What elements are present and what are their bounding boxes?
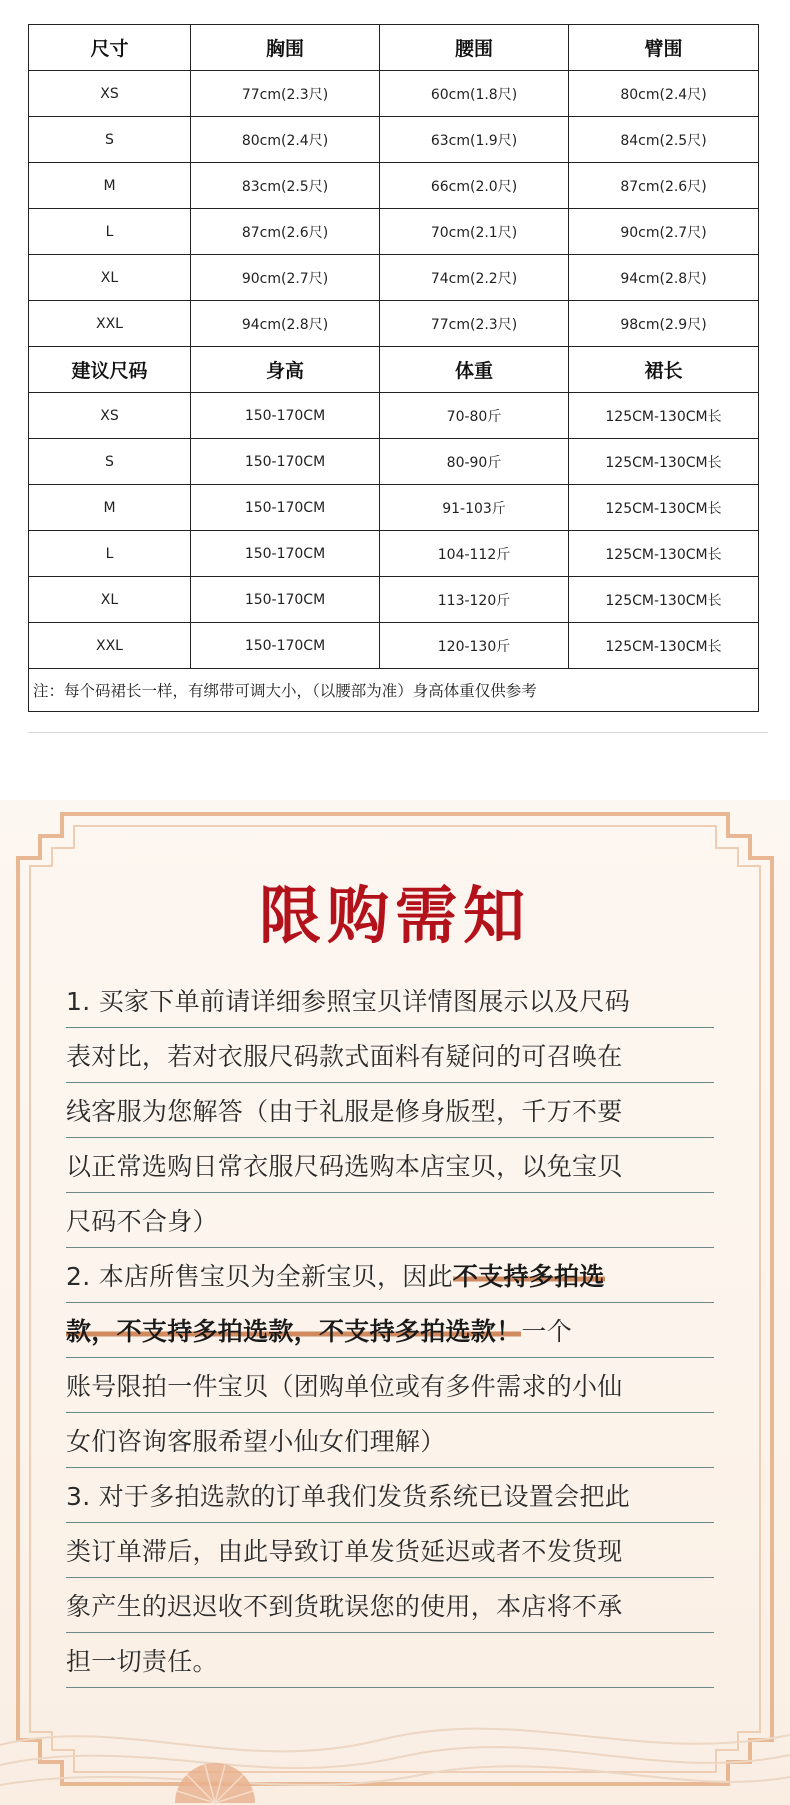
table-cell: 77cm(2.3尺) <box>380 301 569 347</box>
notice-line <box>66 1138 714 1193</box>
table-cell: 90cm(2.7尺) <box>191 255 380 301</box>
table-cell: S <box>29 439 191 485</box>
column-header: 身高 <box>191 347 380 393</box>
table-cell: XL <box>29 255 191 301</box>
table-cell: 94cm(2.8尺) <box>569 255 759 301</box>
table-cell: M <box>29 163 191 209</box>
table-cell: XS <box>29 393 191 439</box>
table-row <box>29 71 759 117</box>
notice-body <box>66 973 714 1688</box>
table-cell: 80cm(2.4尺) <box>191 117 380 163</box>
table-cell: 70cm(2.1尺) <box>380 209 569 255</box>
notice-text: 尺码不合身） <box>66 1207 218 1236</box>
highlighted-warning-text: 不支持多拍选 <box>452 1262 605 1291</box>
notice-text: 担一切责任。 <box>66 1647 218 1676</box>
notice-line <box>66 1248 714 1303</box>
table-cell: 125CM-130CM长 <box>569 623 759 669</box>
table-cell: 98cm(2.9尺) <box>569 301 759 347</box>
notice-text: 线客服为您解答（由于礼服是修身版型，千万不要 <box>66 1097 623 1126</box>
notice-line <box>66 1028 714 1083</box>
column-header: 体重 <box>380 347 569 393</box>
notice-line <box>66 973 714 1028</box>
note-row <box>29 669 759 712</box>
table-cell: 113-120斤 <box>380 577 569 623</box>
notice-line <box>66 1468 714 1523</box>
column-header: 裙长 <box>569 347 759 393</box>
wave-decoration <box>0 1685 790 1805</box>
table-cell: 125CM-130CM长 <box>569 577 759 623</box>
table-cell: 150-170CM <box>191 485 380 531</box>
notice-text: 一个 <box>521 1317 573 1346</box>
table-cell: 83cm(2.5尺) <box>191 163 380 209</box>
notice-line <box>66 1523 714 1578</box>
table-cell: 150-170CM <box>191 623 380 669</box>
notice-text: 2. 本店所售宝贝为全新宝贝，因此 <box>66 1262 453 1291</box>
column-header: 腰围 <box>380 25 569 71</box>
notice-title: 限购需知 <box>258 879 531 952</box>
column-header: 尺寸 <box>29 25 191 71</box>
table-row <box>29 255 759 301</box>
table-cell: 120-130斤 <box>380 623 569 669</box>
table-cell: 125CM-130CM长 <box>569 393 759 439</box>
table-row <box>29 485 759 531</box>
table-cell: 74cm(2.2尺) <box>380 255 569 301</box>
table-cell: L <box>29 531 191 577</box>
notice-line <box>66 1303 714 1358</box>
table-cell: 150-170CM <box>191 531 380 577</box>
highlighted-warning-text: 款，不支持多拍选款，不支持多拍选款！ <box>66 1317 522 1346</box>
table-cell: XXL <box>29 623 191 669</box>
table-cell: XS <box>29 71 191 117</box>
notice-text: 表对比，若对衣服尺码款式面料有疑问的可召唤在 <box>66 1042 623 1071</box>
purchase-notice-card <box>0 800 790 1805</box>
table-row <box>29 393 759 439</box>
table-cell: 104-112斤 <box>380 531 569 577</box>
section-divider <box>28 732 768 733</box>
size-chart-table <box>28 24 759 712</box>
column-header: 建议尺码 <box>29 347 191 393</box>
table-row <box>29 301 759 347</box>
header-row <box>29 347 759 393</box>
table-cell: 91-103斤 <box>380 485 569 531</box>
table-row <box>29 531 759 577</box>
table-cell: L <box>29 209 191 255</box>
table-row <box>29 577 759 623</box>
table-cell: M <box>29 485 191 531</box>
notice-text: 3. 对于多拍选款的订单我们发货系统已设置会把此 <box>66 1482 631 1511</box>
table-cell: S <box>29 117 191 163</box>
table-cell: 125CM-130CM长 <box>569 531 759 577</box>
notice-line <box>66 1633 714 1688</box>
table-cell: 150-170CM <box>191 439 380 485</box>
notice-line <box>66 1413 714 1468</box>
table-row <box>29 623 759 669</box>
notice-text: 象产生的迟迟收不到货耽误您的使用，本店将不承 <box>66 1592 623 1621</box>
table-cell: 87cm(2.6尺) <box>569 163 759 209</box>
table-cell: 150-170CM <box>191 393 380 439</box>
notice-text: 女们咨询客服希望小仙女们理解） <box>66 1427 446 1456</box>
table-cell: 80cm(2.4尺) <box>569 71 759 117</box>
table-cell: 66cm(2.0尺) <box>380 163 569 209</box>
header-row <box>29 25 759 71</box>
column-header: 胸围 <box>191 25 380 71</box>
table-cell: XXL <box>29 301 191 347</box>
notice-text: 账号限拍一件宝贝（团购单位或有多件需求的小仙 <box>66 1372 623 1401</box>
notice-text: 以正常选购日常衣服尺码选购本店宝贝，以免宝贝 <box>66 1152 623 1181</box>
notice-line <box>66 1358 714 1413</box>
table-cell: 125CM-130CM长 <box>569 439 759 485</box>
table-cell: 63cm(1.9尺) <box>380 117 569 163</box>
notice-line <box>66 1193 714 1248</box>
table-cell: 150-170CM <box>191 577 380 623</box>
table-cell: 87cm(2.6尺) <box>191 209 380 255</box>
notice-line <box>66 1083 714 1138</box>
table-cell: 84cm(2.5尺) <box>569 117 759 163</box>
table-cell: 70-80斤 <box>380 393 569 439</box>
notice-line <box>66 1578 714 1633</box>
table-cell: XL <box>29 577 191 623</box>
notice-text: 1. 买家下单前请详细参照宝贝详情图展示以及尺码 <box>66 987 631 1016</box>
table-cell: 60cm(1.8尺) <box>380 71 569 117</box>
table-cell: 90cm(2.7尺) <box>569 209 759 255</box>
table-cell: 77cm(2.3尺) <box>191 71 380 117</box>
column-header: 臂围 <box>569 25 759 71</box>
table-cell: 80-90斤 <box>380 439 569 485</box>
table-cell: 125CM-130CM长 <box>569 485 759 531</box>
size-note: 注：每个码裙长一样，有绑带可调大小，（以腰部为准）身高体重仅供参考 <box>29 669 759 712</box>
table-cell: 94cm(2.8尺) <box>191 301 380 347</box>
notice-text: 类订单滞后，由此导致订单发货延迟或者不发货现 <box>66 1537 623 1566</box>
table-row <box>29 163 759 209</box>
table-row <box>29 209 759 255</box>
table-row <box>29 439 759 485</box>
table-row <box>29 117 759 163</box>
